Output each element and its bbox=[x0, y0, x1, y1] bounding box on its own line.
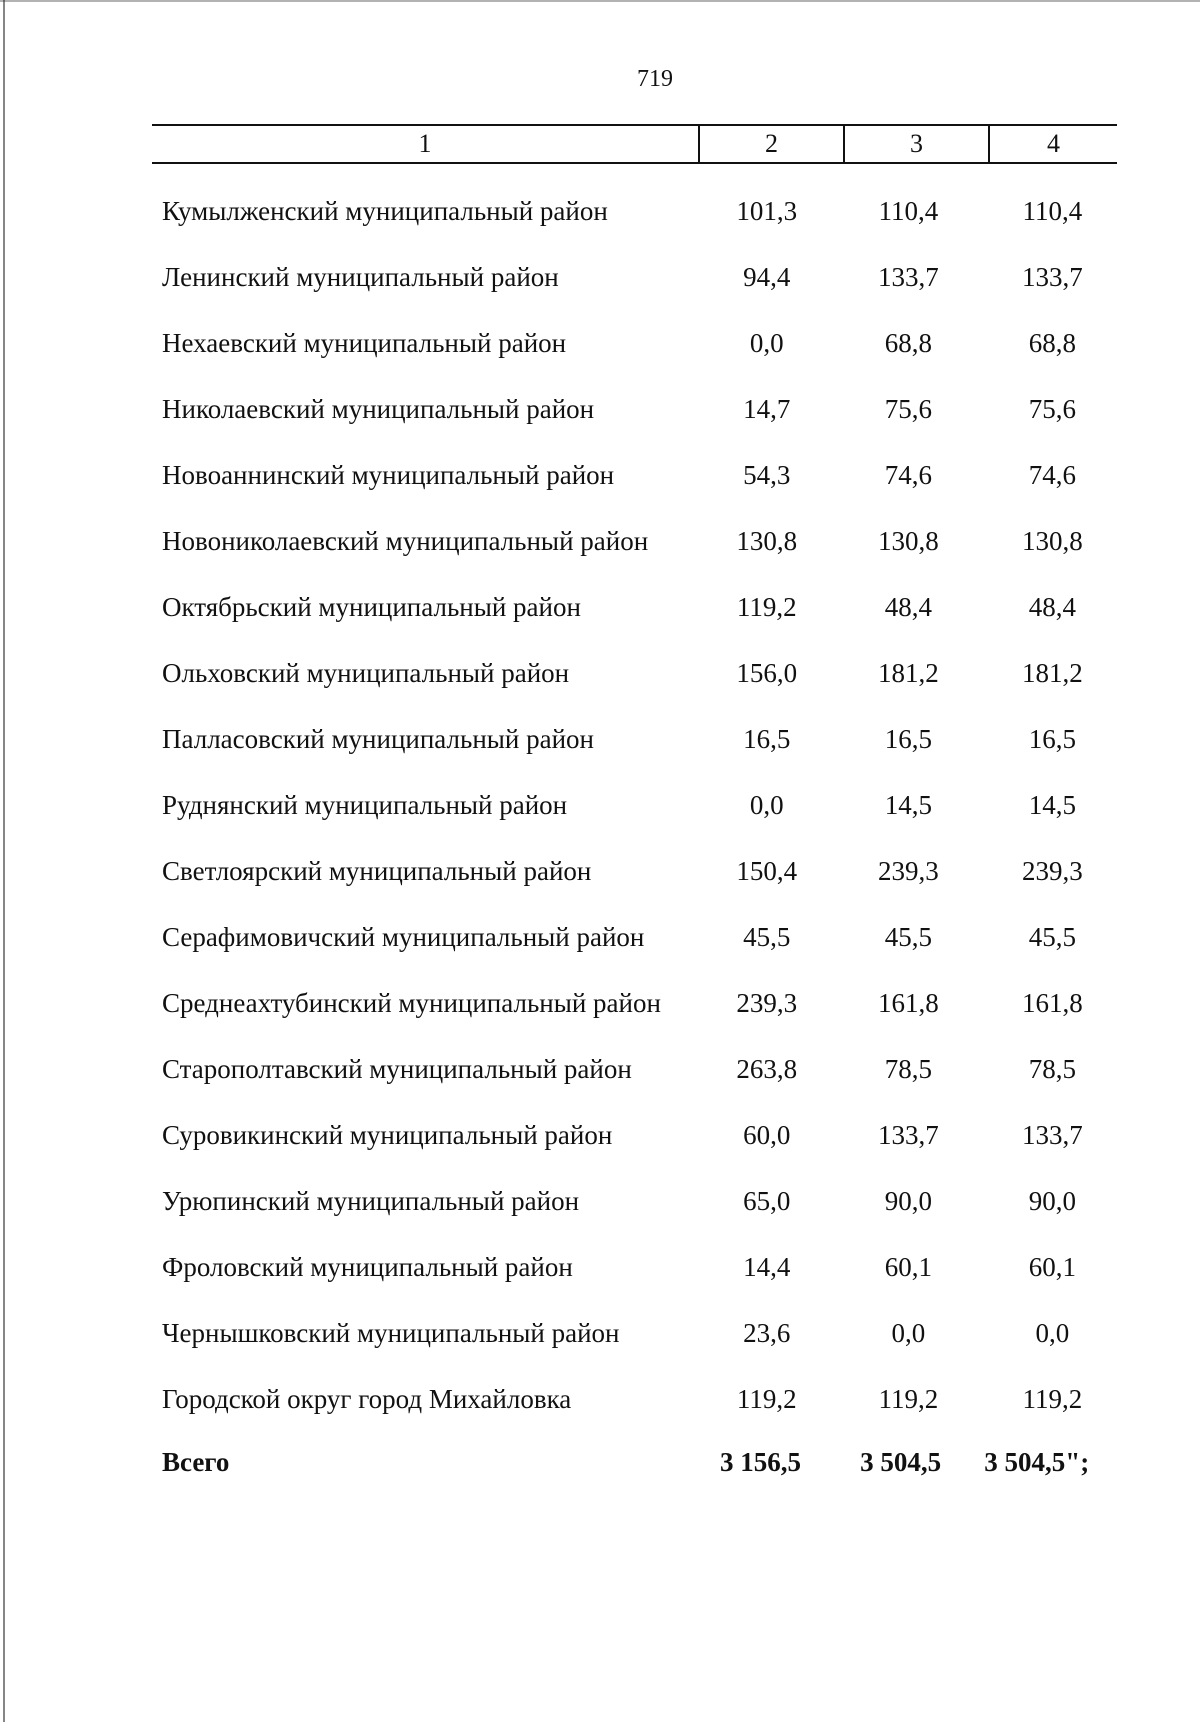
header-col-3: 3 bbox=[845, 126, 990, 162]
value-col-3: 16,5 bbox=[884, 723, 933, 754]
district-name: Чернышковский муниципальный район bbox=[162, 1317, 620, 1348]
value-col-3: 60,1 bbox=[884, 1251, 933, 1282]
table-row bbox=[162, 1300, 1122, 1366]
table-row bbox=[162, 442, 1122, 508]
district-name: Старополтавский муниципальный район bbox=[162, 1053, 632, 1084]
table-row bbox=[162, 1102, 1122, 1168]
table-body bbox=[162, 178, 1122, 1492]
value-col-2: 60,0 bbox=[743, 1119, 791, 1150]
value-col-4: 0,0 bbox=[1035, 1317, 1070, 1348]
total-col-3: 3 504,5 bbox=[860, 1446, 942, 1477]
value-col-4: 74,6 bbox=[1028, 459, 1077, 490]
value-col-4: 161,8 bbox=[1022, 987, 1083, 1018]
value-col-3: 133,7 bbox=[878, 1119, 939, 1150]
value-col-2: 16,5 bbox=[743, 723, 791, 754]
value-col-4: 48,4 bbox=[1028, 591, 1077, 622]
district-name: Нехаевский муниципальный район bbox=[162, 327, 567, 358]
value-col-3: 78,5 bbox=[884, 1053, 933, 1084]
table-row bbox=[162, 640, 1122, 706]
value-col-2: 23,6 bbox=[743, 1317, 791, 1348]
total-col-2: 3 156,5 bbox=[720, 1446, 801, 1477]
value-col-3: 45,5 bbox=[884, 921, 933, 952]
header-col-1: 1 bbox=[152, 126, 700, 162]
value-col-4: 78,5 bbox=[1028, 1053, 1077, 1084]
value-col-4: 60,1 bbox=[1028, 1251, 1077, 1282]
value-col-4: 133,7 bbox=[1022, 1119, 1083, 1150]
table-row bbox=[162, 508, 1122, 574]
table-row bbox=[162, 310, 1122, 376]
value-col-2: 54,3 bbox=[743, 459, 791, 490]
value-col-4: 14,5 bbox=[1028, 789, 1077, 820]
value-col-3: 0,0 bbox=[891, 1317, 926, 1348]
district-name: Новониколаевский муниципальный район bbox=[162, 525, 649, 556]
table-row bbox=[162, 1366, 1122, 1432]
value-col-3: 133,7 bbox=[878, 261, 939, 292]
page-number: 719 bbox=[637, 66, 673, 92]
district-name: Октябрьский муниципальный район bbox=[162, 591, 581, 622]
table-row bbox=[162, 244, 1122, 310]
district-name: Новоаннинский муниципальный район bbox=[162, 459, 615, 490]
district-name: Урюпинский муниципальный район bbox=[162, 1185, 580, 1216]
table-row bbox=[162, 574, 1122, 640]
district-name: Ольховский муниципальный район bbox=[162, 657, 570, 688]
table-row bbox=[162, 1036, 1122, 1102]
value-col-4: 45,5 bbox=[1028, 921, 1077, 952]
value-col-3: 90,0 bbox=[884, 1185, 933, 1216]
value-col-2: 263,8 bbox=[736, 1053, 798, 1084]
value-col-2: 0,0 bbox=[749, 327, 784, 358]
value-col-2: 14,7 bbox=[743, 393, 791, 424]
district-name: Николаевский муниципальный район bbox=[162, 393, 595, 424]
value-col-4: 181,2 bbox=[1022, 657, 1083, 688]
table-row bbox=[162, 706, 1122, 772]
district-name: Палласовский муниципальный район bbox=[162, 723, 594, 754]
district-name: Среднеахтубинский муниципальный район bbox=[162, 987, 661, 1018]
value-col-2: 101,3 bbox=[736, 195, 798, 226]
table-row bbox=[162, 1234, 1122, 1300]
value-col-3: 14,5 bbox=[884, 789, 933, 820]
value-col-2: 14,4 bbox=[743, 1251, 791, 1282]
scan-edge-left bbox=[3, 0, 5, 1722]
value-col-3: 48,4 bbox=[884, 591, 933, 622]
value-col-3: 161,8 bbox=[878, 987, 939, 1018]
header-col-4: 4 bbox=[1047, 129, 1060, 158]
value-col-2: 45,5 bbox=[743, 921, 791, 952]
value-col-2: 119,2 bbox=[736, 1383, 797, 1414]
value-col-2: 94,4 bbox=[743, 261, 791, 292]
value-col-3: 74,6 bbox=[884, 459, 933, 490]
value-col-2: 156,0 bbox=[736, 657, 798, 688]
value-col-4: 130,8 bbox=[1022, 525, 1083, 556]
value-col-3: 75,6 bbox=[884, 393, 933, 424]
value-col-2: 130,8 bbox=[736, 525, 798, 556]
district-name: Кумылженский муниципальный район bbox=[162, 195, 608, 226]
scan-edge-top bbox=[0, 0, 1200, 2]
value-col-4: 119,2 bbox=[1022, 1383, 1083, 1414]
value-col-4: 68,8 bbox=[1028, 327, 1077, 358]
total-row bbox=[162, 1432, 1122, 1492]
value-col-2: 65,0 bbox=[743, 1185, 791, 1216]
value-col-2: 0,0 bbox=[749, 789, 784, 820]
table-header bbox=[152, 124, 1117, 164]
value-col-3: 119,2 bbox=[878, 1383, 939, 1414]
value-col-2: 119,2 bbox=[736, 591, 797, 622]
total-label: Всего bbox=[162, 1446, 230, 1477]
table-row bbox=[162, 178, 1122, 244]
value-col-3: 130,8 bbox=[878, 525, 939, 556]
table-row bbox=[162, 772, 1122, 838]
table-row bbox=[162, 1168, 1122, 1234]
district-name: Руднянский муниципальный район bbox=[162, 789, 568, 820]
table-row bbox=[162, 904, 1122, 970]
table-row bbox=[162, 376, 1122, 442]
table-row bbox=[162, 838, 1122, 904]
header-col-2: 2 bbox=[700, 126, 845, 162]
value-col-3: 110,4 bbox=[878, 195, 939, 226]
district-name: Фроловский муниципальный район bbox=[162, 1251, 573, 1282]
district-name: Суровикинский муниципальный район bbox=[162, 1119, 613, 1150]
value-col-4: 16,5 bbox=[1028, 723, 1077, 754]
value-col-4: 133,7 bbox=[1022, 261, 1083, 292]
value-col-4: 90,0 bbox=[1028, 1185, 1077, 1216]
table-row bbox=[162, 970, 1122, 1036]
district-name: Городской округ город Михайловка bbox=[162, 1383, 572, 1414]
value-col-2: 150,4 bbox=[736, 855, 798, 886]
value-col-4: 75,6 bbox=[1028, 393, 1077, 424]
value-col-3: 68,8 bbox=[884, 327, 933, 358]
total-col-4: 3 504,5"; bbox=[984, 1446, 1090, 1477]
district-name: Светлоярский муниципальный район bbox=[162, 855, 592, 886]
value-col-4: 239,3 bbox=[1022, 855, 1083, 886]
district-name: Серафимовичский муниципальный район bbox=[162, 921, 645, 952]
value-col-2: 239,3 bbox=[736, 987, 798, 1018]
value-col-4: 110,4 bbox=[1022, 195, 1083, 226]
district-name: Ленинский муниципальный район bbox=[162, 261, 559, 292]
value-col-3: 239,3 bbox=[878, 855, 939, 886]
value-col-3: 181,2 bbox=[878, 657, 939, 688]
